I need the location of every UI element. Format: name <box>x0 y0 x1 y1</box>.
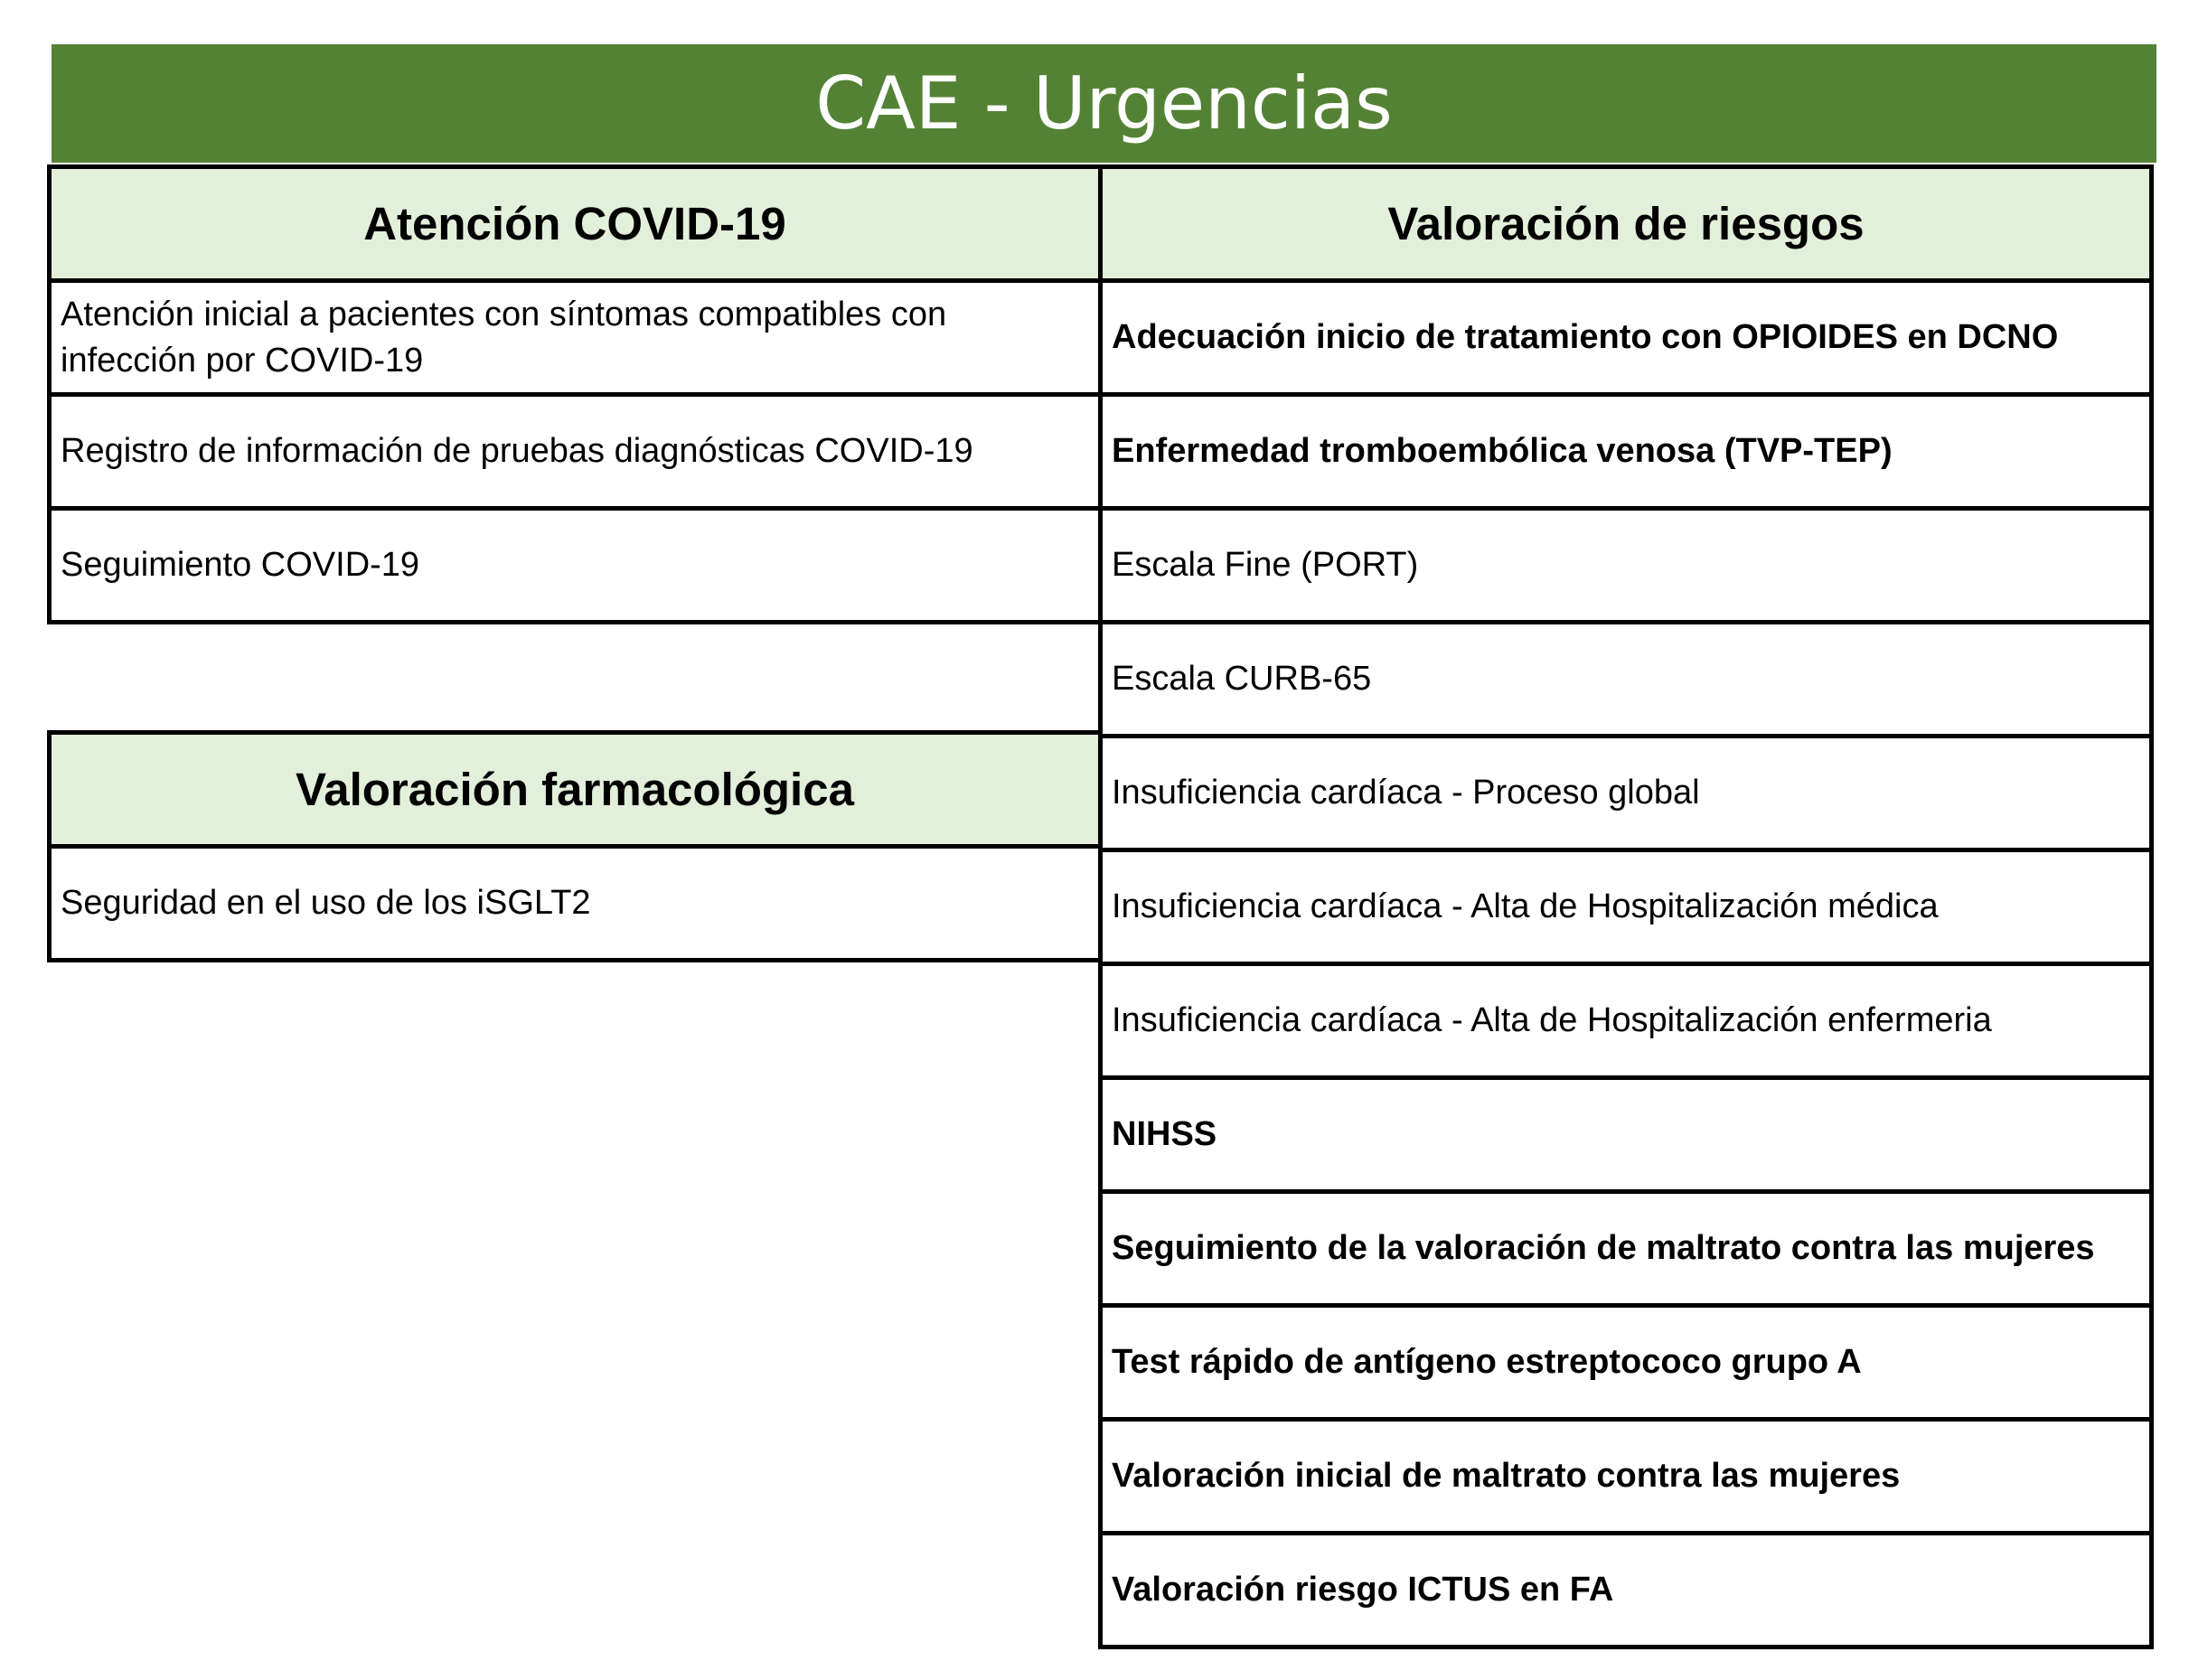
list-item-atencion-inicial: Atención inicial a pacientes con síntomas compatibles con infección por COVID-19 <box>47 278 1103 397</box>
list-item-registro-pruebas: Registro de información de pruebas diagnósticas COVID-19 <box>47 392 1103 511</box>
list-item-ic-alta-enfermeria: Insuficiencia cardíaca - Alta de Hospitalización enfermeria <box>1098 962 2154 1080</box>
list-item-seguimiento-maltrato: Seguimiento de la valoración de maltrato contra las mujeres <box>1098 1189 2154 1308</box>
list-item-seguimiento-covid: Seguimiento COVID-19 <box>47 506 1103 624</box>
list-item-valoracion-maltrato: Valoración inicial de maltrato contra las mujeres <box>1098 1417 2154 1535</box>
list-item-escala-fine: Escala Fine (PORT) <box>1098 506 2154 624</box>
list-item-nihss: NIHSS <box>1098 1075 2154 1194</box>
list-item-ic-alta-medica: Insuficiencia cardíaca - Alta de Hospitalización médica <box>1098 848 2154 966</box>
section-header-valoracion-riesgos: Valoración de riesgos <box>1098 164 2154 283</box>
list-item-ic-proceso-global: Insuficiencia cardíaca - Proceso global <box>1098 734 2154 852</box>
section-header-valoracion-farmacologica: Valoración farmacológica <box>47 730 1103 849</box>
list-item-isglt2: Seguridad en el uso de los iSGLT2 <box>47 844 1103 962</box>
list-item-curb-65: Escala CURB-65 <box>1098 620 2154 738</box>
list-item-ictus-fa: Valoración riesgo ICTUS en FA <box>1098 1531 2154 1649</box>
list-item-test-estreptococo: Test rápido de antígeno estreptococo grupo A <box>1098 1303 2154 1422</box>
list-item-tvp-tep: Enfermedad tromboembólica venosa (TVP-TEP) <box>1098 392 2154 511</box>
page-title: CAE - Urgencias <box>52 44 2156 163</box>
list-item-opioides: Adecuación inicio de tratamiento con OPIOIDES en DCNO <box>1098 278 2154 397</box>
section-header-atencion-covid: Atención COVID-19 <box>47 164 1103 283</box>
